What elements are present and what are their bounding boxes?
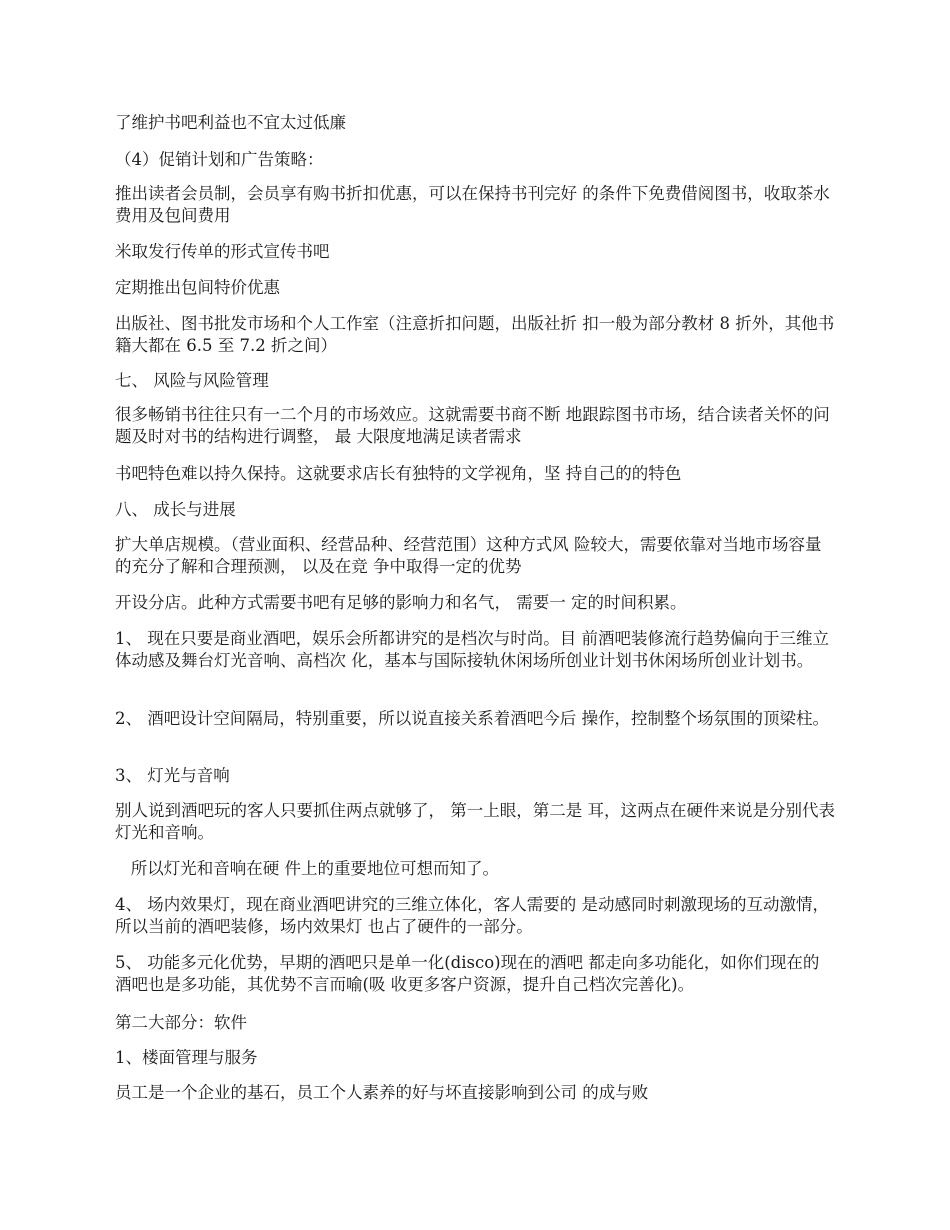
list-item: 5、 功能多元化优势，早期的酒吧只是单一化(disco)现在的酒吧 都走向多功能化，如你们现在的酒吧也是多功能，其优势不言而喻(吸 收更多客户资源，提升自己档次完善化)。 — [115, 953, 820, 994]
paragraph: 员工是一个企业的基石，员工个人素养的好与坏直接影响到公司 的成与败 — [115, 1083, 649, 1102]
paragraph: 开设分店。此种方式需要书吧有足够的影响力和名气， 需要一 定的时间积累。 — [115, 593, 687, 612]
list-item: 2、 酒吧设计空间隔局，特别重要，所以说直接关系着酒吧今后 操作，控制整个场氛围的顶梁柱。 — [115, 709, 829, 728]
paragraph: 书吧特色难以持久保持。这就要求店长有独特的文学视角，坚 持自己的的特色 — [115, 464, 682, 483]
list-item: 3、 灯光与音响 — [115, 766, 230, 785]
section-heading: 第二大部分：软件 — [115, 1013, 247, 1032]
section-heading: 七、 风险与风险管理 — [115, 371, 269, 390]
paragraph: 了维护书吧利益也不宜太过低廉 — [115, 113, 346, 132]
list-item: 1、 现在只要是商业酒吧，娱乐会所都讲究的是档次与时尚。目 前酒吧装修流行趋势偏向于三维立体动感及舞台灯光音响、高档次 化，基本与国际接轨休闲场所创业计划书休闲场所创业计划书。 — [115, 629, 829, 670]
section-heading: 1、楼面管理与服务 — [115, 1048, 258, 1067]
paragraph: 定期推出包间特价优惠 — [115, 278, 280, 297]
paragraph: 推出读者会员制，会员享有购书折扣优惠，可以在保持书刊完好 的条件下免费借阅图书，收取茶水费用及包间费用 — [115, 184, 830, 225]
paragraph: 很多畅销书往往只有一二个月的市场效应。这就需要书商不断 地跟踪图书市场，结合读者关怀的问题及时对书的结构进行调整， 最 大限度地满足读者需求 — [115, 405, 830, 446]
paragraph: 米取发行传单的形式宣传书吧 — [115, 242, 330, 261]
paragraph: 所以灯光和音响在硬 件上的重要地位可想而知了。 — [115, 859, 499, 878]
paragraph: 别人说到酒吧玩的客人只要抓住两点就够了， 第一上眼，第二是 耳，这两点在硬件来说是分别代表灯光和音响。 — [115, 801, 835, 842]
section-heading: 八、 成长与进展 — [115, 500, 236, 519]
list-item: 4、 场内效果灯，现在商业酒吧讲究的三维立体化，客人需要的 是动感同时刺激现场的互动激情，所以当前的酒吧装修，场内效果灯 也占了硬件的一部分。 — [115, 895, 829, 936]
section-heading: （4）促销计划和广告策略： — [115, 150, 324, 169]
paragraph: 出版社、图书批发市场和个人工作室（注意折扣问题，出版社折 扣一般为部分教材 8 折外，其他书籍大都在 6.5 至 7.2 折之间） — [115, 314, 835, 355]
paragraph: 扩大单店规模。（营业面积、经营品种、经营范围）这种方式风 险较大，需要依靠对当地市场容量的充分了解和合理预测， 以及在竞 争中取得一定的优势 — [115, 535, 822, 576]
